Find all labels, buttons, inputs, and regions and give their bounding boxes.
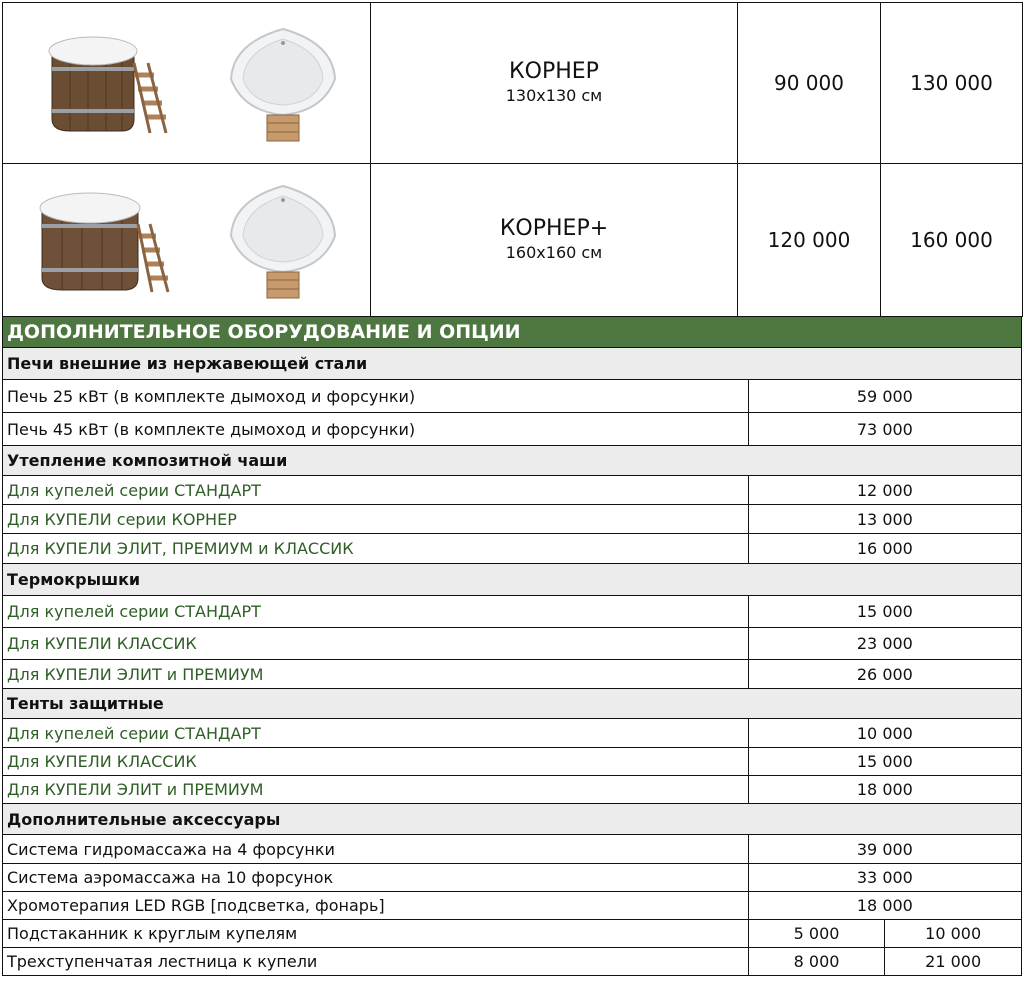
item-price-1: 8 000 — [748, 948, 885, 976]
section-title: Печи внешние из нержавеющей стали — [3, 348, 1022, 380]
product-price-2: 160 000 — [881, 164, 1023, 317]
table-row — [3, 628, 1022, 660]
item-price-2: 10 000 — [885, 920, 1022, 948]
item-label: Для купелей серии СТАНДАРТ — [3, 596, 749, 628]
products-table — [2, 2, 1023, 317]
table-row — [3, 596, 1022, 628]
item-label: Печь 45 кВт (в комплекте дымоход и форсунки) — [3, 413, 749, 446]
item-price: 33 000 — [748, 864, 1021, 892]
section-title: Утепление композитной чаши — [3, 446, 1022, 476]
item-price-2: 21 000 — [885, 948, 1022, 976]
table-row — [3, 660, 1022, 689]
item-label: Для КУПЕЛИ КЛАССИК — [3, 748, 749, 776]
wooden-tub-image — [30, 23, 170, 143]
item-label: Для КУПЕЛИ ЭЛИТ и ПРЕМИУМ — [3, 660, 749, 689]
product-images — [3, 3, 371, 164]
section-header — [3, 564, 1022, 596]
table-row — [3, 835, 1022, 864]
table-row — [3, 920, 1022, 948]
product-size: 130х130 см — [505, 86, 603, 105]
product-images — [3, 164, 371, 317]
item-price: 39 000 — [748, 835, 1021, 864]
product-name: КОРНЕР — [509, 59, 599, 84]
item-price: 13 000 — [748, 505, 1021, 534]
product-row — [3, 3, 1023, 164]
section-title: Дополнительные аксессуары — [3, 804, 1022, 835]
item-price: 16 000 — [748, 534, 1021, 564]
item-price: 12 000 — [748, 476, 1021, 505]
product-row — [3, 164, 1023, 317]
item-label: Система гидромассажа на 4 форсунки — [3, 835, 749, 864]
options-title: ДОПОЛНИТЕЛЬНОЕ ОБОРУДОВАНИЕ И ОПЦИИ — [3, 317, 1022, 348]
table-row — [3, 476, 1022, 505]
item-price-1: 5 000 — [748, 920, 885, 948]
item-label: Для КУПЕЛИ ЭЛИТ, ПРЕМИУМ и КЛАССИК — [3, 534, 749, 564]
product-name: КОРНЕР+ — [499, 216, 609, 241]
item-price: 59 000 — [748, 380, 1021, 413]
table-row — [3, 864, 1022, 892]
item-label: Для КУПЕЛИ серии КОРНЕР — [3, 505, 749, 534]
product-name-cell — [371, 3, 738, 164]
corner-tub-top-image — [223, 23, 343, 143]
table-row — [3, 776, 1022, 804]
item-price: 18 000 — [748, 892, 1021, 920]
product-size: 160х160 см — [505, 243, 603, 262]
item-label: Для купелей серии СТАНДАРТ — [3, 476, 749, 505]
item-price: 18 000 — [748, 776, 1021, 804]
product-price-1: 120 000 — [738, 164, 881, 317]
table-row — [3, 892, 1022, 920]
corner-tub-top-image — [223, 180, 343, 300]
section-header — [3, 446, 1022, 476]
item-label: Для КУПЕЛИ ЭЛИТ и ПРЕМИУМ — [3, 776, 749, 804]
item-label: Для КУПЕЛИ КЛАССИК — [3, 628, 749, 660]
item-label: Хромотерапия LED RGB [подсветка, фонарь] — [3, 892, 749, 920]
table-row — [3, 413, 1022, 446]
item-label: Система аэромассажа на 10 форсунок — [3, 864, 749, 892]
table-row — [3, 505, 1022, 534]
item-label: Печь 25 кВт (в комплекте дымоход и форсунки) — [3, 380, 749, 413]
item-price: 23 000 — [748, 628, 1021, 660]
table-row — [3, 534, 1022, 564]
section-header — [3, 689, 1022, 719]
product-price-2: 130 000 — [881, 3, 1023, 164]
table-row — [3, 748, 1022, 776]
table-row — [3, 719, 1022, 748]
item-label: Трехступенчатая лестница к купели — [3, 948, 749, 976]
table-row — [3, 948, 1022, 976]
item-label: Для купелей серии СТАНДАРТ — [3, 719, 749, 748]
product-price-1: 90 000 — [738, 3, 881, 164]
item-price: 15 000 — [748, 596, 1021, 628]
product-name-cell — [371, 164, 738, 317]
item-label: Подстаканник к круглым купелям — [3, 920, 749, 948]
section-title: Тенты защитные — [3, 689, 1022, 719]
wooden-tub-image — [30, 180, 170, 300]
options-banner — [3, 317, 1022, 348]
table-row — [3, 380, 1022, 413]
section-header — [3, 348, 1022, 380]
item-price: 73 000 — [748, 413, 1021, 446]
item-price: 10 000 — [748, 719, 1021, 748]
options-table — [2, 316, 1022, 976]
item-price: 15 000 — [748, 748, 1021, 776]
section-header — [3, 804, 1022, 835]
item-price: 26 000 — [748, 660, 1021, 689]
section-title: Термокрышки — [3, 564, 1022, 596]
